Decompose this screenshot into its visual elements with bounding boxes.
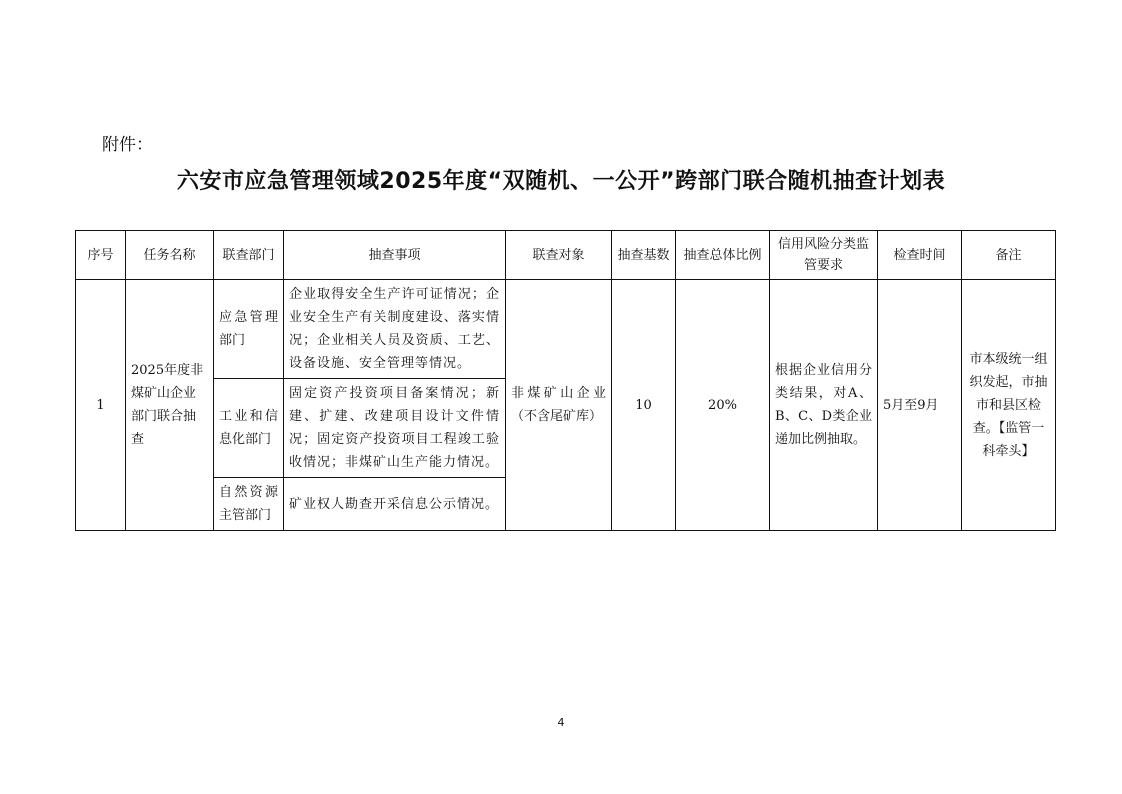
cell-time: 5月至9月 (878, 280, 962, 531)
page-number: 4 (557, 716, 565, 729)
header-base: 抽查基数 (612, 231, 676, 280)
header-target: 联查对象 (506, 231, 612, 280)
header-credit: 信用风险分类监管要求 (770, 231, 878, 280)
table-header-row (76, 231, 1056, 280)
document-title: 六安市应急管理领域2025年度“双随机、一公开”跨部门联合随机抽查计划表 (176, 169, 946, 194)
cell-dept-3: 自然资源主管部门 (214, 478, 284, 531)
cell-dept-2: 工业和信息化部门 (214, 379, 284, 478)
header-remark: 备注 (962, 231, 1056, 280)
cell-base: 10 (612, 280, 676, 531)
cell-items-1: 企业取得安全生产许可证情况；企业安全生产有关制度建设、落实情况；企业相关人员及资质、工艺、设备设施、安全管理等情况。 (284, 280, 506, 379)
header-items: 抽查事项 (284, 231, 506, 280)
cell-items-2: 固定资产投资项目备案情况；新建、扩建、改建项目设计文件情况；固定资产投资项目工程竣工验收情况；非煤矿山生产能力情况。 (284, 379, 506, 478)
cell-ratio: 20% (676, 280, 770, 531)
header-task: 任务名称 (126, 231, 214, 280)
cell-remark: 市本级统一组织发起，市抽市和县区检查。【监管一科牵头】 (962, 280, 1056, 531)
inspection-plan-table (75, 230, 1056, 531)
header-ratio: 抽查总体比例 (676, 231, 770, 280)
header-time: 检查时间 (878, 231, 962, 280)
cell-items-3: 矿业权人勘查开采信息公示情况。 (284, 478, 506, 531)
attachment-label: 附件： (102, 135, 153, 155)
cell-index: 1 (76, 280, 126, 531)
cell-dept-1: 应急管理部门 (214, 280, 284, 379)
cell-task: 2025年度非煤矿山企业部门联合抽查 (126, 280, 214, 531)
cell-target: 非煤矿山企业（不含尾矿库） (506, 280, 612, 531)
cell-credit: 根据企业信用分类结果，对A、B、C、D类企业递加比例抽取。 (770, 280, 878, 531)
header-index: 序号 (76, 231, 126, 280)
header-dept: 联查部门 (214, 231, 284, 280)
table-row (76, 280, 1056, 379)
